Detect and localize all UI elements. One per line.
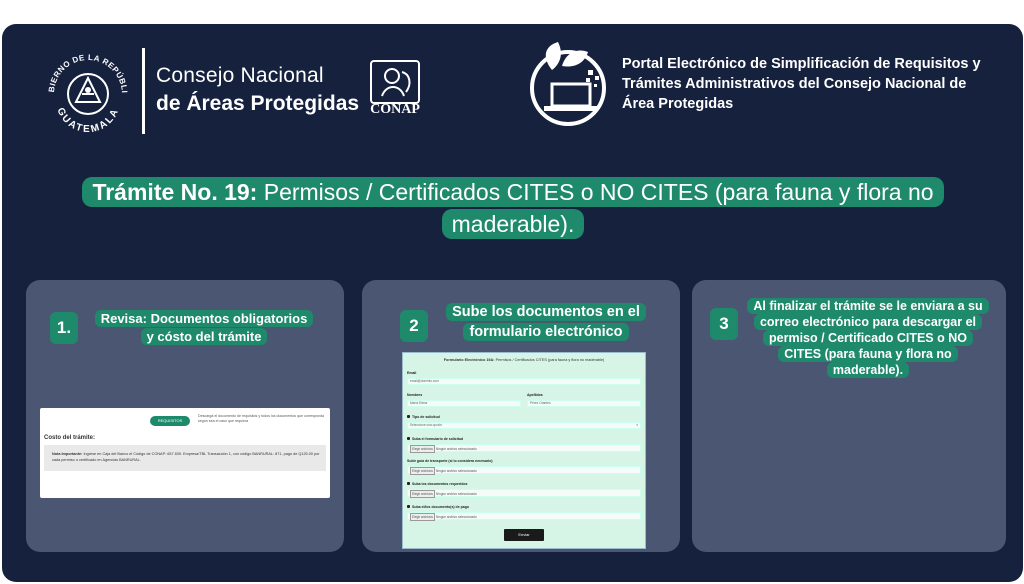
checkbox-icon — [407, 415, 410, 418]
form-title-bold: Formulario Electrónico 19A: — [443, 358, 495, 362]
step-title-line1: Sube los documentos en el — [446, 303, 646, 321]
step-title-line2: formulario electrónico — [463, 323, 628, 341]
file4-label-text: Suba el/los documento(s) de pago — [412, 505, 469, 509]
requisitos-button[interactable]: REQUISITOS — [150, 416, 190, 426]
step-title-text: Al finalizar el trámite se le enviara a su correo electrónico para descargar el permiso / Certificado CITES o NO CITES (para fauna y flora no maderable). — [747, 298, 988, 378]
file1-input[interactable] — [407, 444, 641, 452]
upload-icon — [407, 437, 410, 440]
form-title — [403, 358, 645, 362]
tipo-label — [407, 415, 440, 419]
step-title — [88, 310, 320, 346]
headline-text: Permisos / Certificados CITES o NO CITES (para fauna y flora no maderable). — [257, 179, 934, 237]
step-title — [436, 302, 656, 342]
org-name-line1: Consejo Nacional — [156, 64, 324, 87]
file-choose-button[interactable]: Elegir archivos — [412, 515, 433, 519]
file1-label-text: Suba el formulario de solicitud — [412, 437, 464, 441]
requisitos-description: Descargá el documento de requisitos y todos los documentos que corresponda según sea el caso que requiera — [198, 414, 325, 423]
org-name-line2: de Áreas Protegidas — [156, 92, 360, 115]
conap-emblem — [370, 60, 420, 104]
headline-highlight — [82, 177, 943, 239]
headline-bold: Trámite No. 19: — [92, 179, 258, 205]
nombres-label: Nombres — [407, 393, 423, 397]
portal-title: Portal Electrónico de Simplificación de Requisitos y Trámites Administrativos del Consejo Nacional de Área Protegidas — [622, 56, 981, 112]
nota-body: Ingrese en Caja del Banco el Código de CONAP: 657 839. Empresa/TBL Transacción 1, con código BANRURAL: 871, pago de Q125.00 por cada permiso o certificado en Agencias BANRURAL. — [52, 452, 320, 462]
file3-label — [407, 482, 467, 486]
requirements-doc-preview — [40, 408, 330, 498]
upload-icon — [407, 505, 410, 508]
step-card-1 — [26, 280, 344, 552]
file-status: Ningún archivo seleccionado — [435, 492, 477, 496]
file-choose-button[interactable]: Elegir archivos — [412, 447, 433, 451]
step-number: 3 — [710, 308, 738, 340]
headline — [66, 176, 960, 240]
file2-label: Subir guía de transporte (si lo considera necesario) — [407, 459, 493, 463]
file4-input[interactable] — [407, 512, 641, 520]
tipo-select[interactable] — [407, 422, 641, 429]
guatemala-seal-logo — [42, 48, 134, 140]
header-divider — [142, 48, 145, 134]
file-choose-button[interactable]: Elegir archivos — [412, 469, 433, 473]
file2-input[interactable] — [407, 466, 641, 474]
file-choose-button[interactable]: Elegir archivos — [412, 492, 433, 496]
file-status: Ningún archivo seleccionado — [435, 515, 477, 519]
file4-label — [407, 505, 469, 509]
conap-logo-text: CONAP — [370, 102, 420, 117]
step-card-2 — [362, 280, 680, 552]
file1-label — [407, 437, 463, 441]
step-number: 2 — [400, 310, 428, 342]
nota-box — [44, 445, 326, 471]
step-title-line2: y cósto del trámite — [141, 328, 268, 345]
chevron-down-icon: ▾ — [636, 423, 638, 427]
costo-label: Costo del trámite: — [44, 435, 96, 441]
form-title-text: Permisos / Certificados CITES (para fauna y flora no maderable) — [494, 358, 605, 362]
nota-text — [52, 451, 322, 463]
file3-label-text: Suba los documentos requeridos — [412, 482, 468, 486]
file-status: Ningún archivo seleccionado — [435, 469, 477, 473]
upload-icon — [407, 482, 410, 485]
tipo-label-text: Tipo de solicitud — [412, 415, 440, 419]
tipo-select-value: Seleccione una opción — [410, 423, 443, 427]
nota-bold: Nota Importante: — [52, 452, 83, 456]
svg-text:GUATEMALA: GUATEMALA — [54, 106, 122, 136]
apellidos-label: Apellidos — [527, 393, 543, 397]
portal-logo — [528, 40, 610, 126]
step-title — [746, 298, 990, 378]
email-label: Email — [407, 371, 417, 375]
step-title-line1: Revisa: Documentos obligatorios — [95, 310, 314, 327]
electronic-form-preview — [402, 352, 646, 549]
conap-logo — [366, 60, 426, 120]
step-number: 1. — [50, 312, 78, 344]
file-status: Ningún archivo seleccionado — [435, 447, 477, 451]
email-field[interactable]: email@dominio.com — [407, 378, 641, 385]
apellidos-field[interactable]: Pérez Orantes — [527, 400, 641, 407]
submit-button[interactable]: Enviar — [504, 529, 544, 541]
step-card-3 — [692, 280, 1006, 552]
file3-input[interactable] — [407, 489, 641, 497]
svg-text:GOBIERNO DE LA REPÚBLICA: BIERNO DE LA REPÚBLI — [46, 52, 130, 94]
nombres-field[interactable]: María Elena — [407, 400, 521, 407]
